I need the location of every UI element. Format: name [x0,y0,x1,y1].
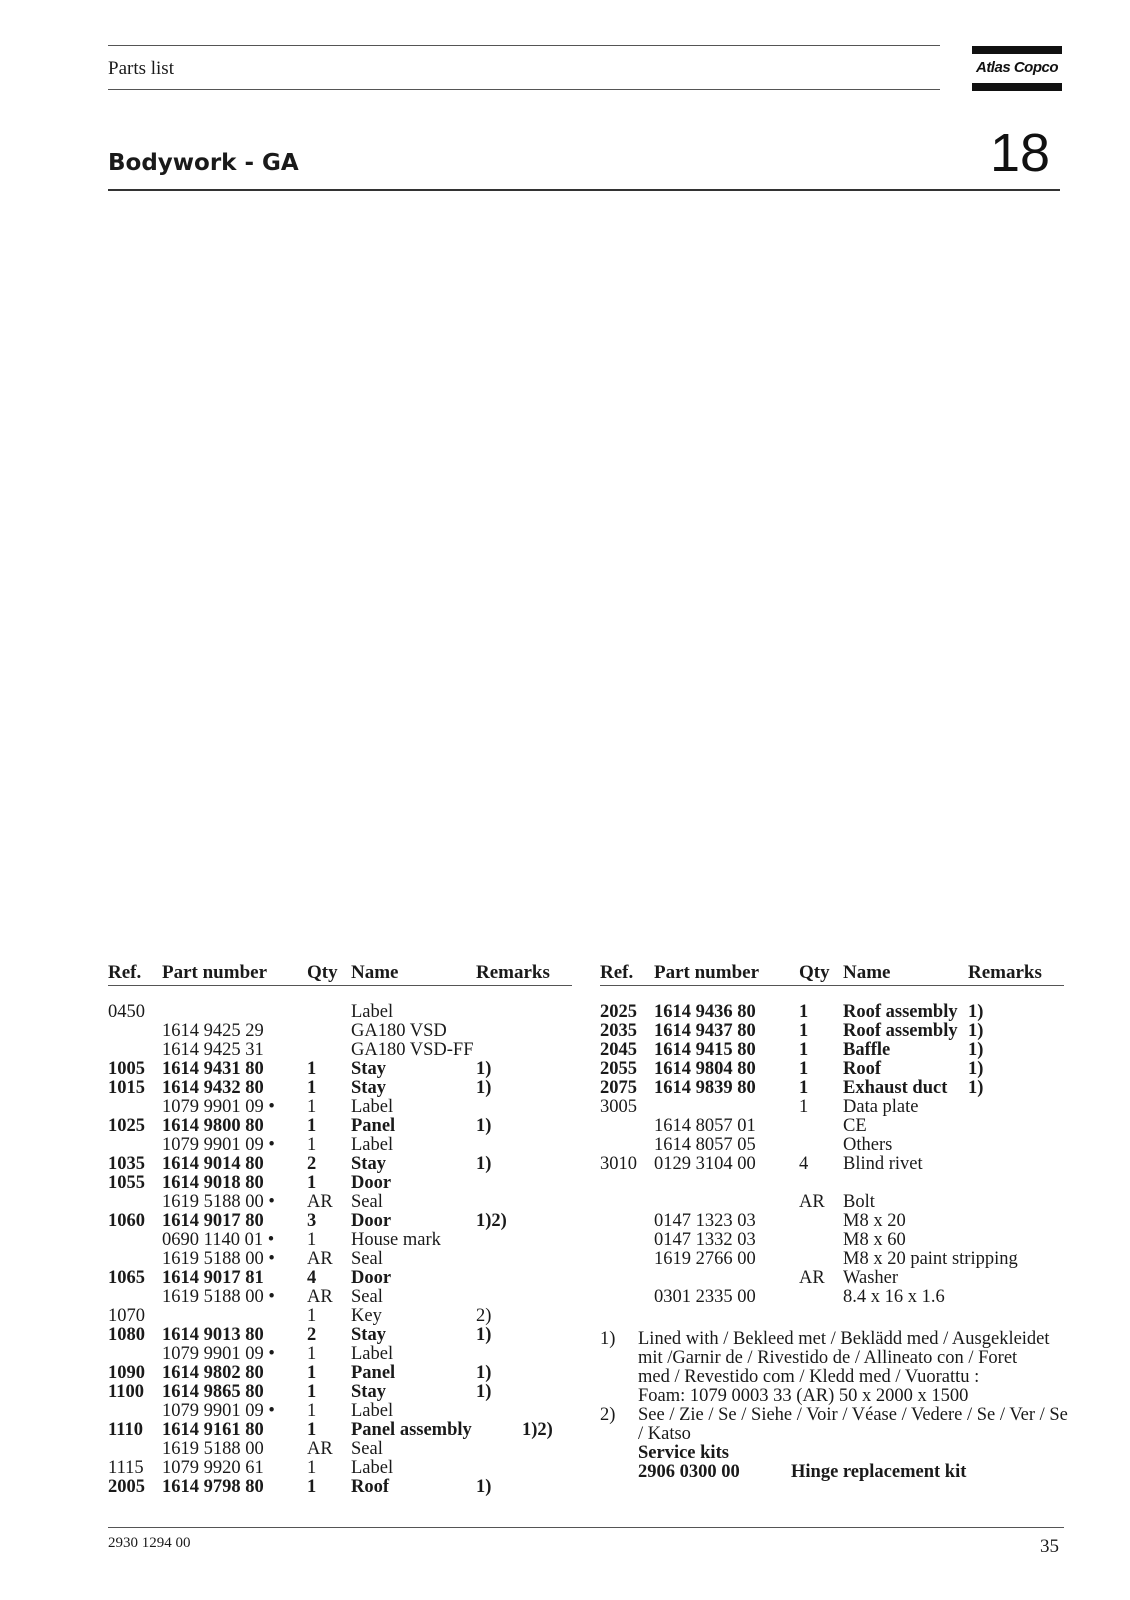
name-cell: Seal [351,1439,383,1459]
name-cell: Stay [351,1382,386,1402]
parts-row [108,1440,578,1459]
parts-row [108,1345,578,1364]
parts-row [108,1478,578,1497]
part-number-cell: 0301 2335 00 [654,1287,756,1307]
qty-cell: 1 [799,1040,809,1060]
parts-row [600,1041,1070,1060]
name-cell: M8 x 20 [843,1211,906,1231]
name-cell: Bolt [843,1192,875,1212]
ref-cell: 1110 [108,1420,143,1440]
name-cell: Panel [351,1363,396,1383]
part-number-cell: 1079 9901 09 • [162,1344,275,1364]
name-cell: Data plate [843,1097,919,1117]
parts-row [108,1383,578,1402]
name-cell: Baffle [843,1040,891,1060]
service-kit-part-number: 2906 0300 00 [638,1462,740,1482]
ref-cell: 2025 [600,1002,637,1022]
note-1-line: med / Revestido com / Kledd med / Vuorattu : [638,1367,980,1387]
name-cell: Label [351,1401,394,1421]
name-cell: Door [351,1173,392,1193]
remarks-cell: 1)2) [476,1211,507,1231]
right-header-name: Name [843,962,891,983]
ref-cell: 0450 [108,1002,145,1022]
qty-cell: 4 [307,1268,317,1288]
parts-row [600,1117,1070,1136]
part-number-cell: 1614 9161 80 [162,1420,264,1440]
part-number-cell: 1614 9017 80 [162,1211,264,1231]
name-cell: GA180 VSD-FF [351,1040,474,1060]
remarks-cell: 1) [968,1040,984,1060]
left-header-qty: Qty [307,962,338,983]
parts-row [108,1231,578,1250]
name-cell: CE [843,1116,867,1136]
remarks-cell: 1) [476,1154,492,1174]
name-cell: Roof assembly [843,1021,958,1041]
part-number-cell: 1619 5188 00 • [162,1287,275,1307]
note-2-line: See / Zie / Se / Siehe / Voir / Véase / Vedere / Se / Ver / Se [638,1405,1068,1425]
parts-row [600,1079,1070,1098]
ref-cell: 1015 [108,1078,145,1098]
part-number-cell: 1079 9901 09 • [162,1401,275,1421]
part-number-cell: 1619 2766 00 [654,1249,756,1269]
qty-cell: 1 [307,1382,317,1402]
page-title: Bodywork - GA [108,150,299,176]
name-cell: GA180 VSD [351,1021,447,1041]
part-number-cell: 1614 9865 80 [162,1382,264,1402]
page-number: 35 [1040,1536,1059,1557]
remarks-cell: 1)2) [522,1420,553,1440]
parts-row [600,1193,1070,1212]
name-cell: 8.4 x 16 x 1.6 [843,1287,945,1307]
parts-row [108,1155,578,1174]
parts-row [108,1402,578,1421]
parts-row [600,1250,1070,1269]
name-cell: Label [351,1135,394,1155]
part-number-cell: 1614 9839 80 [654,1078,756,1098]
note-1-line: Foam: 1079 0003 33 (AR) 50 x 2000 x 1500 [638,1386,969,1406]
part-number-cell: 1079 9920 61 [162,1458,264,1478]
name-cell: Others [843,1135,893,1155]
parts-row [108,1079,578,1098]
part-number-cell: 1614 9017 81 [162,1268,264,1288]
part-number-cell: 1614 9432 80 [162,1078,264,1098]
name-cell: Panel assembly [351,1420,472,1440]
ref-cell: 3005 [600,1097,637,1117]
right-header-part: Part number [654,962,760,983]
part-number-cell: 1614 9798 80 [162,1477,264,1497]
part-number-cell: 1614 9018 80 [162,1173,264,1193]
ref-cell: 1055 [108,1173,145,1193]
parts-row [108,1421,578,1440]
name-cell: Label [351,1002,394,1022]
qty-cell: 1 [307,1097,317,1117]
ref-cell: 1100 [108,1382,144,1402]
parts-row [108,1117,578,1136]
part-number-cell: 1614 9013 80 [162,1325,264,1345]
qty-cell: 1 [307,1306,317,1326]
ref-cell: 1070 [108,1306,145,1326]
name-cell: House mark [351,1230,441,1250]
ref-cell: 1080 [108,1325,145,1345]
remarks-cell: 1) [476,1325,492,1345]
note-2-line: / Katso [638,1424,691,1444]
part-number-cell: 0690 1140 01 • [162,1230,275,1250]
qty-cell: AR [307,1287,333,1307]
parts-row [600,1060,1070,1079]
remarks-cell: 1) [968,1078,984,1098]
remarks-cell: 1) [476,1078,492,1098]
name-cell: Label [351,1344,394,1364]
ref-cell: 1065 [108,1268,145,1288]
name-cell: Stay [351,1325,386,1345]
ref-cell: 2075 [600,1078,637,1098]
note-1-line: Lined with / Bekleed met / Beklädd med / Ausgekleidet [638,1329,1050,1349]
parts-row [600,1136,1070,1155]
ref-cell: 2045 [600,1040,637,1060]
note-1-line: mit /Garnir de / Rivestido de / Allineato con / Foret [638,1348,1018,1368]
qty-cell: 3 [307,1211,317,1231]
ref-cell: 2005 [108,1477,145,1497]
qty-cell: 1 [307,1344,317,1364]
qty-cell: 1 [307,1477,317,1497]
remarks-cell: 1) [476,1363,492,1383]
name-cell: Seal [351,1287,383,1307]
qty-cell: 1 [799,1059,809,1079]
service-kits-heading: Service kits [638,1443,729,1463]
qty-cell: 1 [307,1078,317,1098]
qty-cell: AR [307,1192,333,1212]
qty-cell: 1 [307,1458,317,1478]
ref-cell: 1060 [108,1211,145,1231]
qty-cell: 1 [307,1401,317,1421]
parts-row [108,1459,578,1478]
qty-cell: 1 [799,1021,809,1041]
right-header-ref: Ref. [600,962,634,983]
part-number-cell: 1614 9436 80 [654,1002,756,1022]
parts-row [108,1098,578,1117]
parts-row [108,1022,578,1041]
name-cell: Panel [351,1116,396,1136]
ref-cell: 1005 [108,1059,145,1079]
qty-cell: 2 [307,1325,317,1345]
parts-row [108,1041,578,1060]
name-cell: M8 x 20 paint stripping [843,1249,1018,1269]
parts-row [108,1269,578,1288]
name-cell: Washer [843,1268,899,1288]
illustration-area [108,200,1058,940]
part-number-cell: 1079 9901 09 • [162,1135,275,1155]
right-header-remarks: Remarks [968,962,1042,983]
name-cell: Stay [351,1059,386,1079]
remarks-cell: 1) [968,1002,984,1022]
remarks-cell: 2) [476,1306,492,1326]
name-cell: Roof [843,1059,882,1079]
name-cell: Seal [351,1249,383,1269]
parts-row [108,1060,578,1079]
name-cell: Stay [351,1154,386,1174]
remarks-cell: 1) [968,1059,984,1079]
qty-cell: 1 [307,1420,317,1440]
part-number-cell: 1614 8057 05 [654,1135,756,1155]
brand-name: Atlas Copco [975,59,1058,76]
right-header-rule [600,985,1064,986]
qty-cell: AR [799,1192,825,1212]
part-number-cell: 1614 9425 31 [162,1040,264,1060]
part-number-cell: 1614 9804 80 [654,1059,756,1079]
note-2-number: 2) [600,1405,616,1425]
ref-cell: 2035 [600,1021,637,1041]
parts-row [600,1212,1070,1231]
name-cell: Blind rivet [843,1154,923,1174]
ref-cell: 1115 [108,1458,144,1478]
part-number-cell: 1619 5188 00 • [162,1249,275,1269]
parts-row [108,1193,578,1212]
parts-row [108,1288,578,1307]
parts-row [108,1326,578,1345]
parts-row [600,1231,1070,1250]
part-number-cell: 1079 9901 09 • [162,1097,275,1117]
name-cell: Key [351,1306,382,1326]
qty-cell: 1 [307,1363,317,1383]
brand-logo [972,46,1062,91]
qty-cell: 1 [307,1173,317,1193]
parts-row [108,1250,578,1269]
part-number-cell: 0147 1332 03 [654,1230,756,1250]
part-number-cell: 0129 3104 00 [654,1154,756,1174]
parts-row [108,1212,578,1231]
service-kit-name: Hinge replacement kit [791,1462,967,1482]
qty-cell: 1 [799,1078,809,1098]
part-number-cell: 1619 5188 00 • [162,1192,275,1212]
name-cell: Roof [351,1477,390,1497]
name-cell: Roof assembly [843,1002,958,1022]
note-1-number: 1) [600,1329,616,1349]
parts-row [600,1269,1070,1288]
remarks-cell: 1) [476,1382,492,1402]
left-header-name: Name [351,962,399,983]
parts-row [600,1098,1070,1117]
part-number-cell: 1614 9425 29 [162,1021,264,1041]
remarks-cell: 1) [476,1116,492,1136]
left-header-ref: Ref. [108,962,142,983]
title-rule [108,189,1060,191]
ref-cell: 3010 [600,1154,637,1174]
qty-cell: 1 [307,1230,317,1250]
parts-row [600,1155,1070,1174]
parts-row [108,1307,578,1326]
parts-row [108,1136,578,1155]
part-number-cell: 1614 9014 80 [162,1154,264,1174]
name-cell: Label [351,1097,394,1117]
name-cell: Label [351,1458,394,1478]
qty-cell: AR [799,1268,825,1288]
part-number-cell: 0147 1323 03 [654,1211,756,1231]
ref-cell: 1025 [108,1116,145,1136]
qty-cell: 1 [799,1002,809,1022]
qty-cell: 1 [799,1097,809,1117]
ref-cell: 1090 [108,1363,145,1383]
ref-cell: 2055 [600,1059,637,1079]
left-header-part: Part number [162,962,268,983]
part-number-cell: 1614 8057 01 [654,1116,756,1136]
parts-row [108,1003,578,1022]
remarks-cell: 1) [476,1059,492,1079]
qty-cell: 4 [799,1154,809,1174]
parts-row [108,1364,578,1383]
header-bottom-rule [108,89,940,90]
qty-cell: AR [307,1249,333,1269]
part-number-cell: 1619 5188 00 [162,1439,264,1459]
header-top-rule [108,45,940,46]
parts-row [108,1174,578,1193]
left-header-remarks: Remarks [476,962,550,983]
parts-row [600,1022,1070,1041]
qty-cell: AR [307,1439,333,1459]
name-cell: M8 x 60 [843,1230,906,1250]
part-number-cell: 1614 9800 80 [162,1116,264,1136]
qty-cell: 1 [307,1135,317,1155]
parts-row [600,1003,1070,1022]
name-cell: Stay [351,1078,386,1098]
ref-cell: 1035 [108,1154,145,1174]
part-number-cell: 1614 9802 80 [162,1363,264,1383]
chapter-number: 18 [990,123,1051,183]
parts-row [600,1288,1070,1307]
left-header-rule [108,985,572,986]
name-cell: Exhaust duct [843,1078,948,1098]
remarks-cell: 1) [968,1021,984,1041]
name-cell: Door [351,1211,392,1231]
section-label: Parts list [108,58,174,79]
qty-cell: 1 [307,1116,317,1136]
qty-cell: 2 [307,1154,317,1174]
name-cell: Seal [351,1192,383,1212]
part-number-cell: 1614 9437 80 [654,1021,756,1041]
name-cell: Door [351,1268,392,1288]
qty-cell: 1 [307,1059,317,1079]
document-number: 2930 1294 00 [108,1535,191,1551]
part-number-cell: 1614 9415 80 [654,1040,756,1060]
right-header-qty: Qty [799,962,830,983]
parts-row [600,1174,1070,1193]
footer-rule [108,1527,1064,1528]
remarks-cell: 1) [476,1477,492,1497]
part-number-cell: 1614 9431 80 [162,1059,264,1079]
